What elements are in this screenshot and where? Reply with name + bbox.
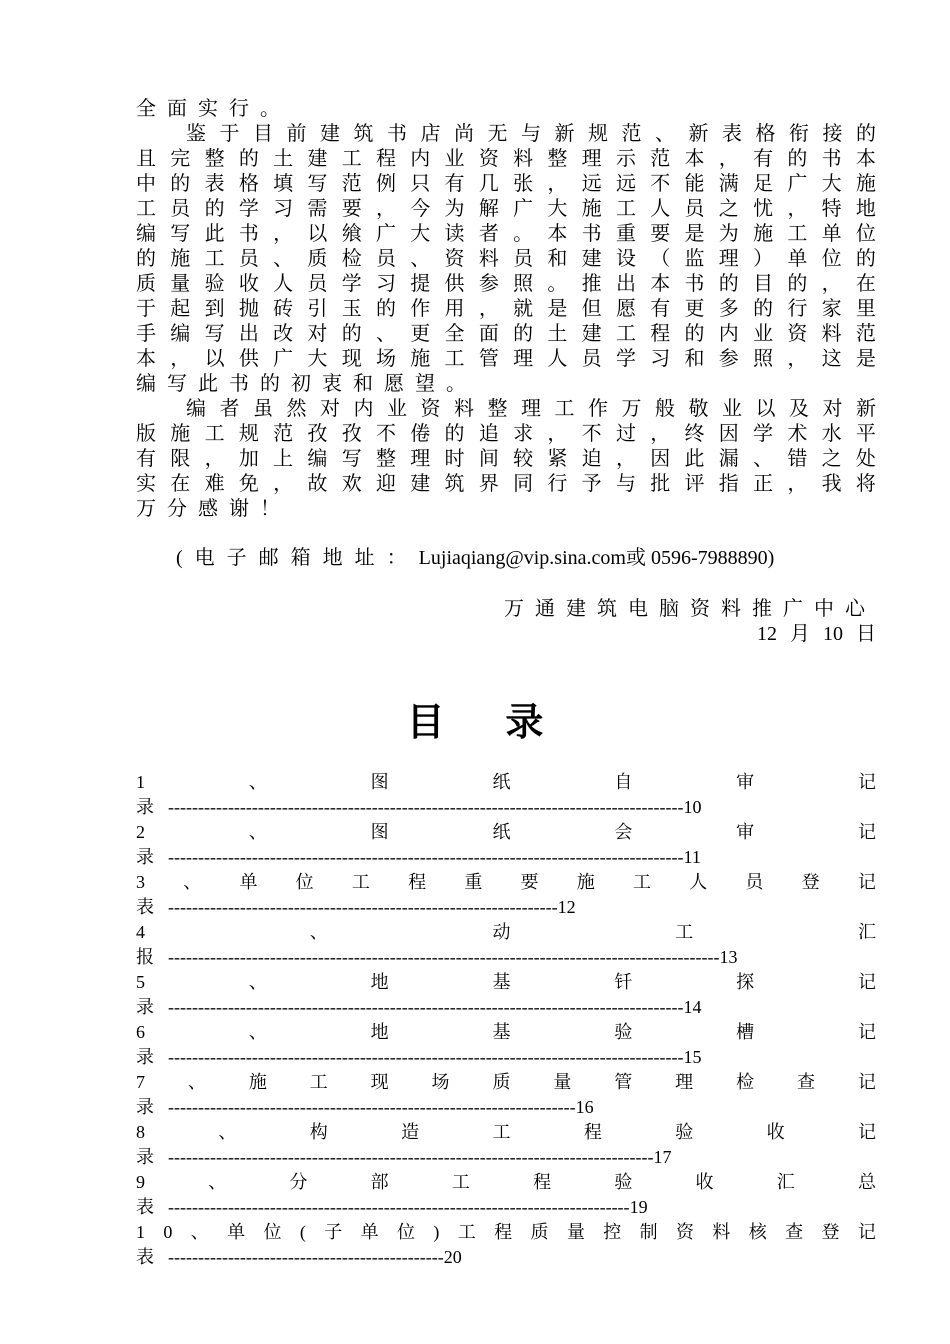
preface-line: 手 编 写 出 改 对 的 、 更 全 面 的 土 建 工 程 的 内 业 资 料 范 (136, 323, 876, 345)
contact-email: Lujiaqiang@vip.sina.com (418, 547, 626, 569)
toc-entry[interactable] (136, 1220, 876, 1270)
toc-entry-page-line (136, 895, 876, 920)
toc-entry[interactable] (136, 820, 876, 870)
toc-entry[interactable] (136, 1120, 876, 1170)
toc-page-number: 11 (683, 847, 701, 867)
preface-line: 编写此书的初衷和愿望。 (136, 373, 477, 395)
preface-line: 实 在 难 免 ， 故 欢 迎 建 筑 界 同 行 予 与 批 评 指 正 ， 我 将 (136, 473, 876, 495)
toc-entry-title-end: 报 (136, 947, 154, 967)
toc-entry-title-end: 录 (136, 797, 154, 817)
toc-leader-dots: ----------------------------------------------------------------- (168, 897, 558, 917)
toc-entry-title: 2 、 图 纸 会 审 记 (136, 822, 876, 842)
toc-leader-dots: --------------------------------------------------------------------------------- (168, 1147, 654, 1167)
toc-leader-dots: -------------------------------------------------------------------------------------- (168, 797, 684, 817)
toc-entry[interactable] (136, 1020, 876, 1070)
preface-line: 版 施 工 规 范 孜 孜 不 倦 的 追 求 ， 不 过 ， 终 因 学 术 水 平 (136, 423, 876, 445)
toc-entry[interactable] (136, 870, 876, 920)
toc-leader-dots: ---------------------------------------------- (168, 1247, 444, 1267)
toc-entry-page-line (136, 945, 876, 970)
preface-line: 的 施 工 员 、 质 检 员 、 资 料 员 和 建 设 （ 监 理 ） 单 位 的 (136, 248, 876, 270)
preface-line: 有 限 ， 加 上 编 写 整 理 时 间 较 紧 迫 ， 因 此 漏 、 错 之 处 (136, 448, 876, 470)
toc-entry-page-line (136, 1145, 876, 1170)
toc-leader-dots: -------------------------------------------------------------------------------------- (168, 997, 684, 1017)
toc-entry-title: 1 0 、 单 位 ( 子 单 位 ) 工 程 质 量 控 制 资 料 核 查 登 记 (136, 1222, 876, 1242)
toc-entry[interactable] (136, 1170, 876, 1220)
toc-entry-page-line (136, 845, 876, 870)
contact-prefix: (电子邮箱地址： (176, 547, 419, 569)
toc-entry-title: 8 、 构 造 工 程 验 收 记 (136, 1122, 876, 1142)
toc-title: 目录 (406, 700, 605, 744)
toc-entry-title-end: 录 (136, 1047, 154, 1067)
preface-line: 质 量 验 收 人 员 学 习 提 供 参 照 。 推 出 本 书 的 目 的 ， 在 (136, 273, 876, 295)
toc-entry-title: 3 、 单 位 工 程 重 要 施 工 人 员 登 记 (136, 872, 876, 892)
toc-leader-dots: -------------------------------------------------------------------------------------- (168, 847, 684, 867)
toc-page-number: 17 (653, 1147, 672, 1167)
toc-entry-page-line (136, 1095, 876, 1120)
preface-line: 万分感谢！ (136, 498, 291, 520)
toc-entry[interactable] (136, 770, 876, 820)
toc-entry-title-end: 录 (136, 847, 154, 867)
toc-leader-dots: ----------------------------------------------------------------------------- (168, 1197, 630, 1217)
preface-line: 鉴 于 目 前 建 筑 书 店 尚 无 与 新 规 范 、 新 表 格 衔 接 的 (186, 123, 876, 145)
toc-leader-dots: -------------------------------------------------------------------------------------- (168, 1047, 684, 1067)
toc-entry[interactable] (136, 970, 876, 1020)
toc-page-number: 14 (683, 997, 702, 1017)
toc-entry-title-end: 表 (136, 897, 154, 917)
toc-page-number: 19 (629, 1197, 648, 1217)
toc-entry-title: 5 、 地 基 钎 探 记 (136, 972, 876, 992)
toc-entry-page-line (136, 1245, 876, 1270)
signature-org: 万通建筑电脑资料推广中心 (504, 598, 876, 620)
toc-entry[interactable] (136, 1070, 876, 1120)
contact-or: 或 (625, 547, 646, 569)
toc-page-number: 20 (443, 1247, 462, 1267)
signature-date: 12 月 10 日 (757, 623, 876, 645)
toc-page-number: 12 (557, 897, 576, 917)
preface-line: 全面实行。 (136, 98, 291, 120)
toc-entry-title: 9 、 分 部 工 程 验 收 汇 总 (136, 1172, 876, 1192)
preface-line: 编 者 虽 然 对 内 业 资 料 整 理 工 作 万 般 敬 业 以 及 对 新 (186, 398, 876, 420)
toc-entry[interactable] (136, 920, 876, 970)
toc-entry-title-end: 录 (136, 997, 154, 1017)
contact-phone: 0596-7988890) (650, 547, 775, 569)
contact-line (176, 545, 774, 571)
toc-entry-title-end: 录 (136, 1147, 154, 1167)
toc-page-number: 15 (683, 1047, 702, 1067)
toc-entry-page-line (136, 1195, 876, 1220)
toc-entry-page-line (136, 795, 876, 820)
toc-entry-title: 7 、 施 工 现 场 质 量 管 理 检 查 记 (136, 1072, 876, 1092)
toc-entry-title: 4 、 动 工 汇 (136, 922, 876, 942)
toc-page-number: 13 (719, 947, 738, 967)
toc-entry-title: 1 、 图 纸 自 审 记 (136, 772, 876, 792)
toc-entry-title-end: 表 (136, 1197, 154, 1217)
toc-entry-page-line (136, 995, 876, 1020)
preface-line: 编 写 此 书 ， 以 飨 广 大 读 者 。 本 书 重 要 是 为 施 工 单 位 (136, 223, 876, 245)
toc-leader-dots: -------------------------------------------------------------------------------------------- (168, 947, 720, 967)
preface-line: 工 员 的 学 习 需 要 ， 今 为 解 广 大 施 工 人 员 之 忧 ， 特 地 (136, 198, 876, 220)
preface-line: 且 完 整 的 土 建 工 程 内 业 资 料 整 理 示 范 本 ， 有 的 书 本 (136, 148, 876, 170)
toc-entry-title-end: 表 (136, 1247, 154, 1267)
preface-line: 中 的 表 格 填 写 范 例 只 有 几 张 ， 远 远 不 能 满 足 广 大 施 (136, 173, 876, 195)
toc-entry-title-end: 录 (136, 1097, 154, 1117)
toc-page-number: 10 (683, 797, 702, 817)
toc-entry-page-line (136, 1045, 876, 1070)
toc-page-number: 16 (575, 1097, 594, 1117)
toc-leader-dots: -------------------------------------------------------------------- (168, 1097, 576, 1117)
preface-line: 本 ， 以 供 广 大 现 场 施 工 管 理 人 员 学 习 和 参 照 ， 这 是 (136, 348, 876, 370)
toc-entry-title: 6 、 地 基 验 槽 记 (136, 1022, 876, 1042)
preface-line: 于 起 到 抛 砖 引 玉 的 作 用 ， 就 是 但 愿 有 更 多 的 行 家 里 (136, 298, 876, 320)
